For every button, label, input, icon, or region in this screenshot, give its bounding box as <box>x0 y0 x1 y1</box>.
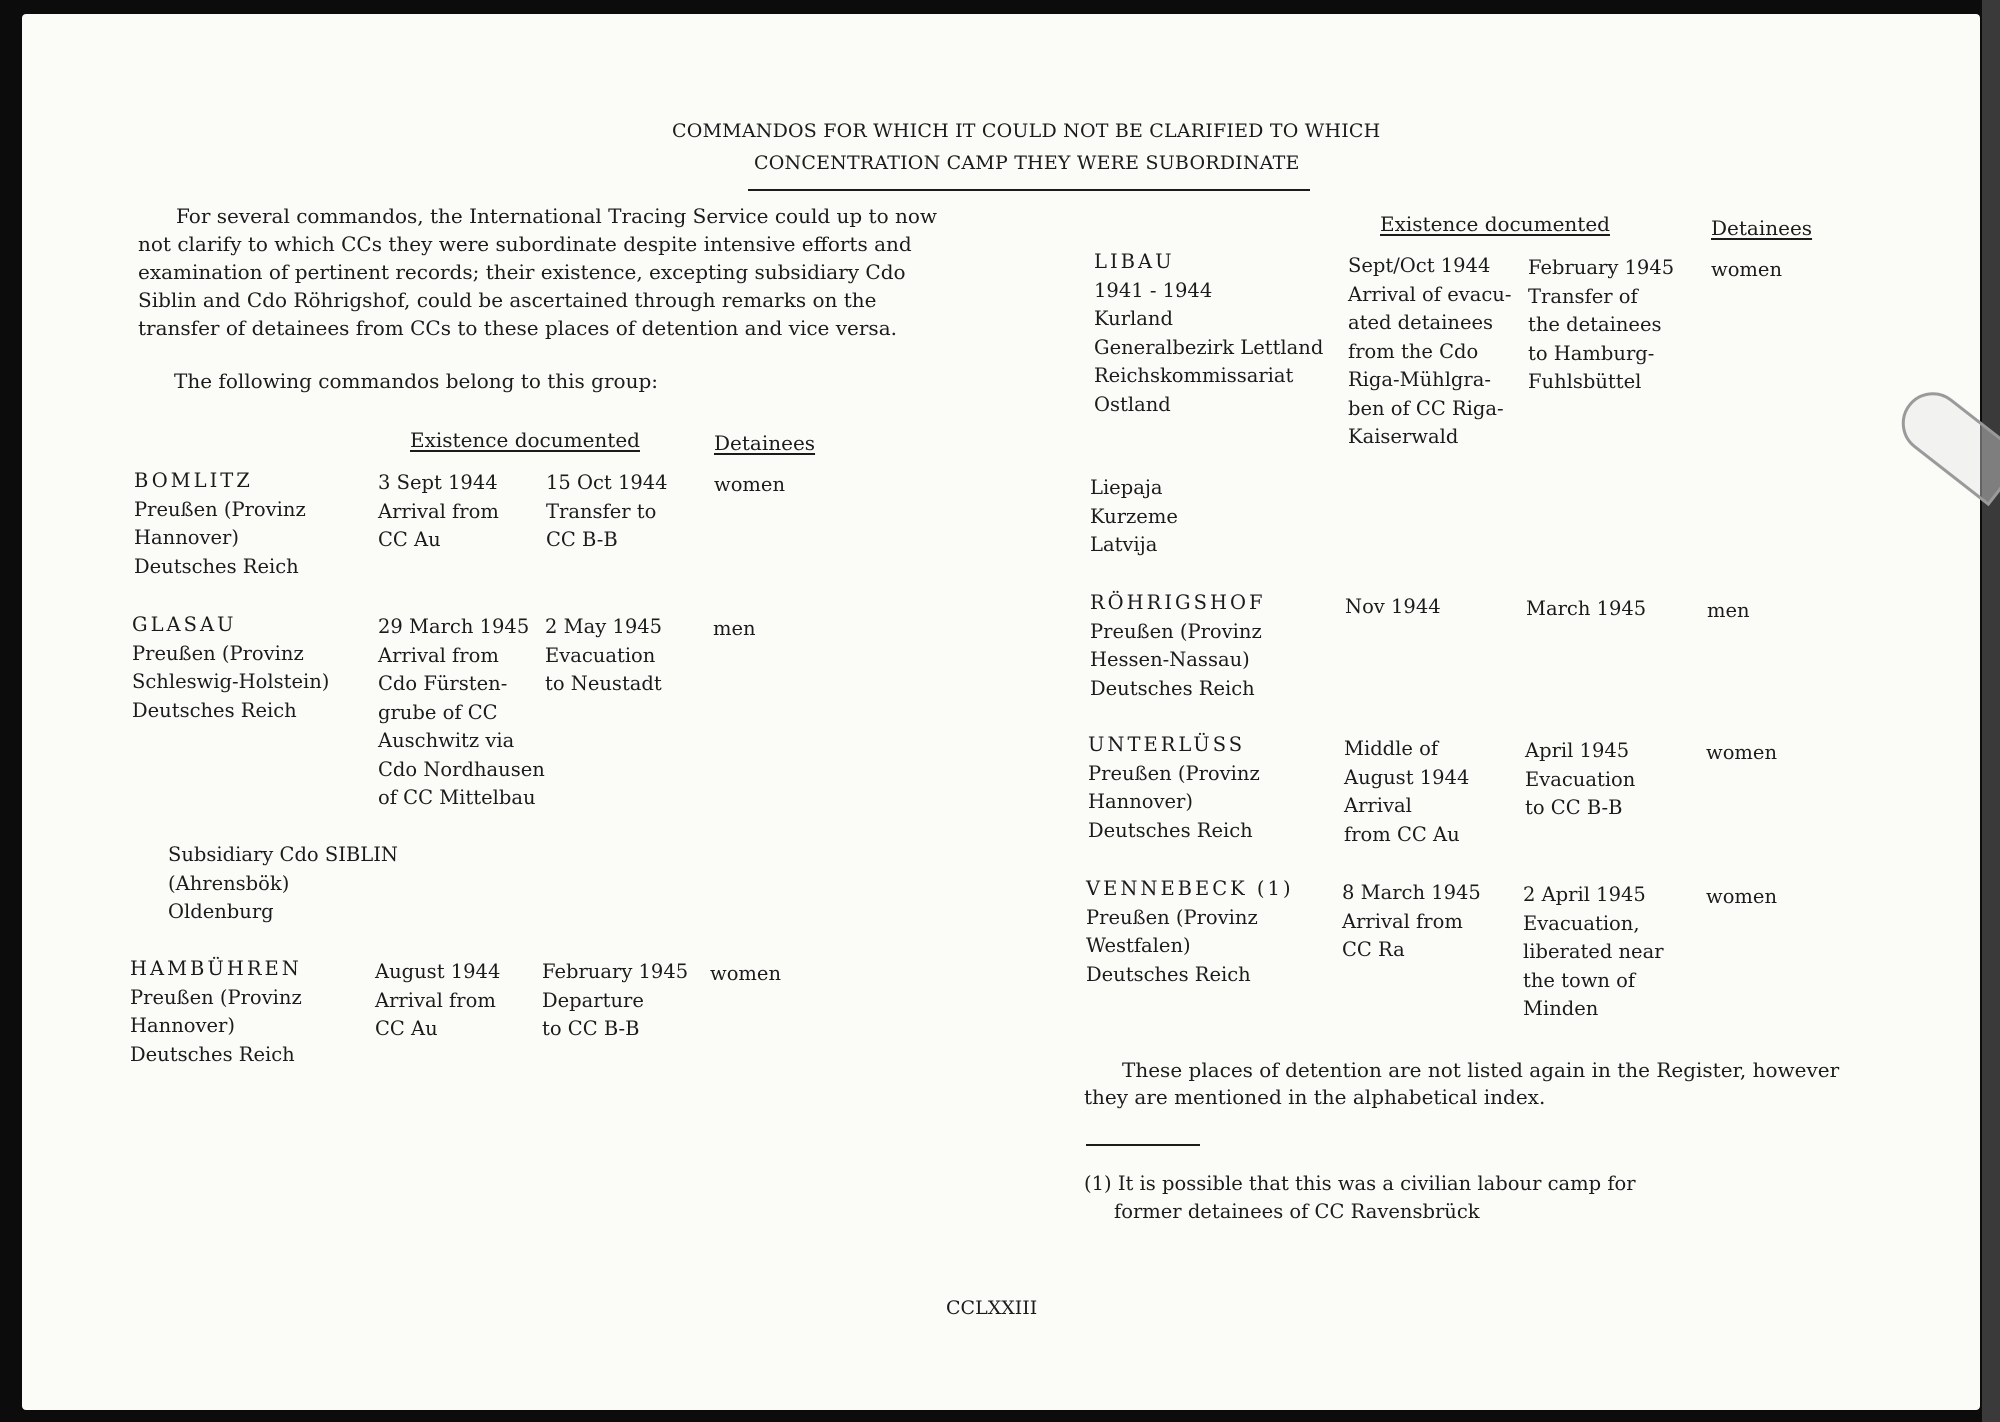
entry-hambuhren-detainees: women <box>710 962 782 985</box>
entry-libau-departure: February 1945 Transfer of the detainees to Hamburg- Fuhlsbüttel <box>1528 256 1675 393</box>
footnote-line-1: (1) It is possible that this was a civilian labour camp for <box>1084 1172 1636 1195</box>
entry-unterluss-place: UNTERLÜSS Preußen (Provinz Hannover) Deutsches Reich <box>1088 733 1260 842</box>
entry-unterluss-detainees: women <box>1706 741 1778 764</box>
entry-glasau-place: GLASAU Preußen (Provinz Schleswig-Holstein) Deutsches Reich <box>132 613 330 722</box>
closing-line-2: they are mentioned in the alphabetical index. <box>1084 1085 1546 1109</box>
title-underline <box>748 189 1310 191</box>
entry-libau-detainees: women <box>1711 258 1783 281</box>
intro-line-5: transfer of detainees from CCs to these places of detention and vice versa. <box>138 316 897 340</box>
intro-line-1: For several commandos, the International Tracing Service could up to now <box>176 204 938 228</box>
right-header-detainees: Detainees <box>1711 216 1813 240</box>
entry-unterluss-arrival: Middle of August 1944 Arrival from CC Au <box>1344 737 1470 846</box>
entry-hambuhren-arrival: August 1944 Arrival from CC Au <box>375 960 501 1040</box>
entry-hambuhren-departure: February 1945 Departure to CC B-B <box>542 960 689 1040</box>
entry-rohrigshof-departure: March 1945 <box>1526 597 1647 620</box>
page-number: CCLXXIII <box>946 1297 1038 1319</box>
right-header-existence: Existence documented <box>1380 212 1610 236</box>
entry-hambuhren-place: HAMBÜHREN Preußen (Provinz Hannover) Deutsches Reich <box>130 957 302 1066</box>
entry-bomlitz-arrival: 3 Sept 1944 Arrival from CC Au <box>378 471 499 551</box>
left-header-detainees: Detainees <box>714 431 816 455</box>
entry-bomlitz-place: BOMLITZ Preußen (Provinz Hannover) Deutsches Reich <box>134 469 306 578</box>
intro-line-3: examination of pertinent records; their existence, excepting subsidiary Cdo <box>138 260 906 284</box>
entry-glasau-arrival: 29 March 1945 Arrival from Cdo Fürsten- grube of CC Auschwitz via Cdo Nordhausen of CC Mittelbau <box>378 615 545 809</box>
entry-bomlitz-departure: 15 Oct 1944 Transfer to CC B-B <box>546 471 668 551</box>
entry-glasau-detainees: men <box>713 617 756 640</box>
footnote-line-2: former detainees of CC Ravensbrück <box>1114 1200 1480 1223</box>
intro-line-4: Siblin and Cdo Röhrigshof, could be ascertained through remarks on the <box>138 288 877 312</box>
title-line-2: CONCENTRATION CAMP THEY WERE SUBORDINATE <box>754 152 1300 174</box>
entry-bomlitz-detainees: women <box>714 473 786 496</box>
entry-rohrigshof-arrival: Nov 1944 <box>1345 595 1441 618</box>
entry-rohrigshof-detainees: men <box>1707 599 1750 622</box>
footnote-rule <box>1086 1144 1200 1146</box>
entry-glasau-departure: 2 May 1945 Evacuation to Neustadt <box>545 615 663 695</box>
scanner-edge <box>1982 0 2000 1422</box>
entry-vennebeck-departure: 2 April 1945 Evacuation, liberated near the town of Minden <box>1523 883 1664 1020</box>
entry-vennebeck-detainees: women <box>1706 885 1778 908</box>
title-line-1: COMMANDOS FOR WHICH IT COULD NOT BE CLARIFIED TO WHICH <box>672 120 1381 142</box>
entry-rohrigshof-place: RÖHRIGSHOF Preußen (Provinz Hessen-Nassau) Deutsches Reich <box>1090 591 1266 700</box>
entry-libau-place-latvian: Liepaja Kurzeme Latvija <box>1090 476 1178 556</box>
group-intro: The following commandos belong to this group: <box>174 369 659 393</box>
entry-unterluss-departure: April 1945 Evacuation to CC B-B <box>1525 739 1636 819</box>
entry-libau-arrival: Sept/Oct 1944 Arrival of evacu- ated detainees from the Cdo Riga-Mühlgra- ben of CC Riga- Kaiserwald <box>1348 254 1512 448</box>
intro-line-2: not clarify to which CCs they were subordinate despite intensive efforts and <box>138 232 912 256</box>
entry-libau-place: LIBAU 1941 - 1944 Kurland Generalbezirk Lettland Reichskommissariat Ostland <box>1094 250 1324 416</box>
entry-vennebeck-place: VENNEBECK (1) Preußen (Provinz Westfalen) Deutsches Reich <box>1086 877 1294 986</box>
entry-siblin-place: Subsidiary Cdo SIBLIN (Ahrensbök) Oldenburg <box>168 843 398 923</box>
entry-vennebeck-arrival: 8 March 1945 Arrival from CC Ra <box>1342 881 1481 961</box>
left-header-existence: Existence documented <box>410 428 640 452</box>
closing-line-1: These places of detention are not listed again in the Register, however <box>1122 1058 1840 1082</box>
